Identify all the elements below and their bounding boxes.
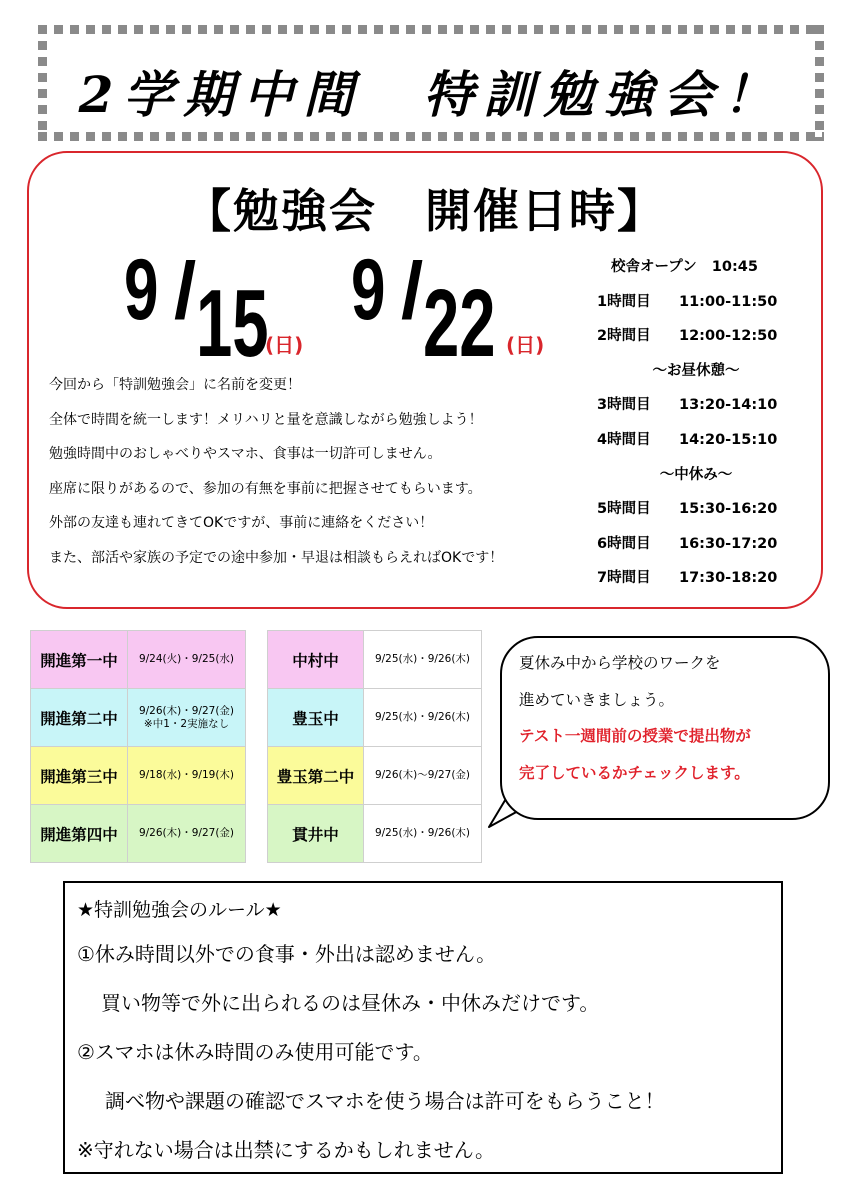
schedule-row (585, 326, 825, 361)
note-line: 座席に限りがあるので、参加の有無を事前に把握させてもらいます。 (49, 480, 482, 497)
schedule-label: 7時間目 (597, 570, 651, 587)
bubble-line-highlight: テスト一週間前の授業で提出物が (519, 727, 751, 745)
schedule-row (585, 292, 825, 327)
rules-title: ★特訓勉強会のルール★ (77, 899, 282, 921)
schedule-label: 5時間目 (597, 501, 651, 518)
schedule-break-lunch: ～お昼休憩～ (652, 362, 740, 379)
school-dates: 9/18(水)・9/19(木) (128, 747, 246, 805)
rule-warning: ※守れない場合は出禁にするかもしれません。 (77, 1138, 495, 1162)
school-dates: 9/26(木)・9/27(金) (138, 704, 235, 717)
table-row (31, 747, 246, 805)
date-1 (124, 241, 269, 377)
table-row (268, 631, 482, 689)
school-name: 開進第四中 (31, 805, 128, 863)
schedule-break-mid: ～中休み～ (659, 466, 733, 483)
school-dates-cell (128, 689, 246, 747)
date-2-month: 9 (351, 242, 386, 338)
event-info-box (27, 151, 823, 609)
school-name: 豊玉中 (268, 689, 364, 747)
note-line: 外部の友達も連れてきてOKですが、事前に連絡をください！ (49, 515, 434, 531)
table-row (31, 805, 246, 863)
date-1-month: 9 (124, 242, 159, 338)
schedule-label: 1時間目 (597, 293, 651, 310)
bubble-line: 進めていきましょう。 (519, 690, 675, 709)
date-2-slash: / (401, 246, 424, 335)
schedule-label: 4時間目 (597, 431, 651, 448)
schedule-row (585, 430, 825, 465)
timetable (585, 257, 825, 603)
note-line: 今回から「特訓勉強会」に名前を変更！ (49, 377, 301, 393)
table-row (268, 747, 482, 805)
table-row (31, 689, 246, 747)
schedule-time: 11:00-11:50 (679, 293, 778, 310)
schedule-row (585, 534, 825, 569)
schedule-time: 15:30-16:20 (679, 501, 778, 518)
speech-bubble (500, 636, 830, 820)
schedule-label: 3時間目 (597, 397, 651, 414)
school-name: 開進第三中 (31, 747, 128, 805)
rule-1-detail: 買い物等で外に出られるのは昼休み・中休みだけです。 (101, 991, 600, 1015)
school-dates: 9/26(木)～9/27(金) (364, 747, 482, 805)
date-1-slash: / (174, 246, 197, 335)
note-line: 勉強時間中のおしゃべりやスマホ、食事は一切許可しません。 (49, 446, 442, 462)
date-2-dow: (日) (506, 333, 545, 357)
bubble-line-highlight: 完了しているかチェックします。 (519, 763, 750, 782)
table-row (268, 689, 482, 747)
info-heading: 【勉強会 開催日時】 (185, 184, 665, 238)
school-dates: 9/26(木)・9/27(金) (128, 805, 246, 863)
table-row (31, 631, 246, 689)
date-2-day: 22 (423, 270, 496, 377)
schedule-row (585, 395, 825, 430)
school-dates: 9/25(水)・9/26(木) (364, 689, 482, 747)
note-line: また、部活や家族の予定での途中参加・早退は相談もらえればOKです！ (49, 549, 504, 566)
school-name: 貫井中 (268, 805, 364, 863)
schedule-label: 2時間目 (597, 328, 651, 345)
table-row (268, 805, 482, 863)
date-2 (351, 241, 496, 377)
schedule-row (585, 568, 825, 603)
schedule-time: 12:00-12:50 (679, 328, 778, 345)
rule-2-detail: 調べ物や課題の確認でスマホを使う場合は許可をもらうこと！ (105, 1089, 665, 1113)
date-1-dow: (日) (265, 333, 304, 357)
school-name: 開進第一中 (31, 631, 128, 689)
schedule-time: 14:20-15:10 (679, 431, 778, 448)
schedule-time: 16:30-17:20 (679, 535, 778, 552)
school-note: ※中1・2実施なし (143, 717, 230, 730)
schedule-row (585, 499, 825, 534)
notes-list (49, 375, 609, 582)
rules-box (63, 881, 783, 1174)
schedule-time: 10:45 (711, 259, 758, 275)
title-banner (38, 25, 824, 141)
schedule-time: 13:20-14:10 (679, 397, 778, 414)
rule-1: ①休み時間以外での食事・外出は認めません。 (77, 942, 497, 966)
school-name: 豊玉第二中 (268, 747, 364, 805)
schedule-label: 6時間目 (597, 535, 651, 552)
schedule-time: 17:30-18:20 (679, 570, 778, 587)
school-name: 中村中 (268, 631, 364, 689)
school-name: 開進第二中 (31, 689, 128, 747)
school-table-right (267, 630, 482, 863)
school-table-left (30, 630, 246, 863)
school-dates: 9/25(水)・9/26(木) (364, 631, 482, 689)
page-title: 2学期中間 特訓勉強会！ (78, 65, 784, 124)
school-dates: 9/25(水)・9/26(木) (364, 805, 482, 863)
date-1-day: 15 (196, 270, 269, 377)
schedule-row-open (585, 257, 825, 292)
schedule-label: 校舎オープン (611, 259, 697, 275)
school-dates: 9/24(火)・9/25(水) (128, 631, 246, 689)
note-line: 全体で時間を統一します！メリハリと量を意識しながら勉強しよう！ (49, 411, 483, 428)
bubble-line: 夏休み中から学校のワークを (519, 654, 721, 672)
rule-2: ②スマホは休み時間のみ使用可能です。 (77, 1040, 433, 1064)
